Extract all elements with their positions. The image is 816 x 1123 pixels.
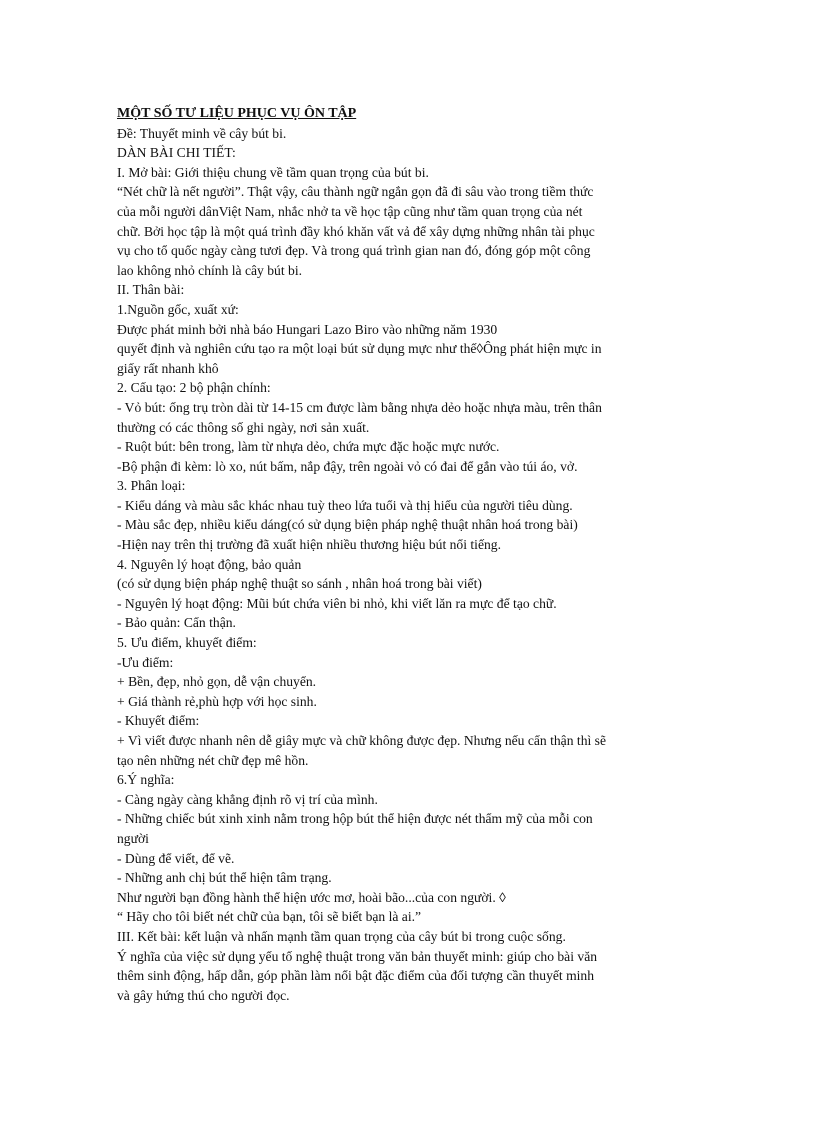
text-line: - Càng ngày càng khẳng định rõ vị trí của mình. [117, 791, 378, 807]
text-line: -Ưu điểm: [117, 654, 174, 670]
text-line: (có sử dụng biện pháp nghệ thuật so sánh , nhân hoá trong bài viết) [117, 576, 482, 592]
text-line: giấy rất nhanh khô [117, 360, 219, 376]
text-line: III. Kết bài: kết luận và nhấn mạnh tầm quan trọng của cây bút bi trong cuộc sống. [117, 928, 566, 944]
text-line: Được phát minh bởi nhà báo Hungari Lazo Biro vào những năm 1930 [117, 321, 498, 337]
text-line: II. Thân bài: [117, 282, 185, 298]
text-line: 5. Ưu điểm, khuyết điểm: [117, 635, 257, 651]
text-line: Như người bạn đồng hành thể hiện ước mơ, hoài bão...của con người. ◊ [117, 889, 506, 905]
text-line: Đề: Thuyết minh về cây bút bi. [117, 125, 287, 141]
text-line: I. Mở bài: Giới thiệu chung về tầm quan trọng của bút bi. [117, 164, 429, 180]
text-line: - Những anh chị bút thể hiện tâm trạng. [117, 870, 332, 886]
text-line: 2. Cấu tạo: 2 bộ phận chính: [117, 380, 271, 396]
text-line: 4. Nguyên lý hoạt động, bảo quản [117, 556, 302, 572]
text-line: thêm sinh động, hấp dẫn, góp phần làm nổi bật đặc điểm của đối tượng cần thuyết minh [117, 968, 595, 984]
text-line: -Hiện nay trên thị trường đã xuất hiện nhiều thương hiệu bút nổi tiếng. [117, 537, 501, 553]
text-line: - Vỏ bút: ống trụ tròn dài từ 14-15 cm được làm bằng nhựa dẻo hoặc nhựa màu, trên thân [117, 399, 602, 415]
text-line: tạo nên những nét chữ đẹp mê hồn. [117, 752, 309, 768]
text-line: 3. Phân loại: [117, 478, 186, 494]
document-body [117, 124, 707, 1006]
text-line: Ý nghĩa của việc sử dụng yếu tố nghệ thuật trong văn bản thuyết minh: giúp cho bài văn [117, 948, 598, 964]
text-line: quyết định và nghiên cứu tạo ra một loại bút sử dụng mực như thế◊Ông phát hiện mực in [117, 341, 602, 357]
text-line: lao không nhỏ chính là cây bút bi. [117, 262, 302, 278]
text-line: -Bộ phận đi kèm: lò xo, nút bấm, nắp đậy, trên ngoài vỏ có đai để gắn vào túi áo, vở. [117, 458, 578, 474]
text-line: và gây hứng thú cho người đọc. [117, 987, 290, 1003]
text-line: - Những chiếc bút xinh xinh nằm trong hộp bút thể hiện được nét thẩm mỹ của mỗi con [117, 811, 593, 827]
text-line: - Ruột bút: bên trong, làm từ nhựa dẻo, chứa mực đặc hoặc mực nước. [117, 439, 500, 455]
document-page [117, 104, 707, 1005]
text-line: - Khuyết điểm: [117, 713, 200, 729]
text-line: + Bền, đẹp, nhỏ gọn, dễ vận chuyển. [117, 674, 317, 690]
text-line: thường có các thông số ghi ngày, nơi sản xuất. [117, 419, 370, 435]
text-line: 1.Nguồn gốc, xuất xứ: [117, 301, 239, 317]
text-line: của mỗi người dânViệt Nam, nhắc nhở ta về học tập cũng như tầm quan trọng của nét [117, 203, 583, 219]
text-line: 6.Ý nghĩa: [117, 772, 175, 788]
text-line: chữ. Bởi học tập là một quá trình đầy khó khăn vất vả để xây dựng những nhân tài phục [117, 223, 595, 239]
text-line: DÀN BÀI CHI TIẾT: [117, 145, 236, 161]
text-line: + Giá thành rẻ,phù hợp với học sinh. [117, 693, 317, 709]
text-line: - Màu sắc đẹp, nhiều kiểu dáng(có sử dụng biện pháp nghệ thuật nhân hoá trong bài) [117, 517, 578, 533]
document-title: MỘT SỐ TƯ LIỆU PHỤC VỤ ÔN TẬP [117, 106, 357, 121]
text-line: - Dùng để viết, để vẽ. [117, 850, 235, 866]
text-line: vụ cho tổ quốc ngày càng tươi đẹp. Và trong quá trình gian nan đó, đóng góp một công [117, 243, 591, 259]
text-line: người [117, 830, 149, 846]
text-line: + Vì viết được nhanh nên dễ giây mực và chữ không được đẹp. Nhưng nếu cẩn thận thì sẽ [117, 733, 606, 748]
text-line: “ Hãy cho tôi biết nét chữ của bạn, tôi sẽ biết bạn là ai.” [117, 909, 422, 925]
text-line: “Nét chữ là nết người”. Thật vậy, câu thành ngữ ngắn gọn đã đi sâu vào trong tiềm thức [117, 184, 594, 200]
text-line: - Kiểu dáng và màu sắc khác nhau tuỳ theo lứa tuổi và thị hiếu của người tiêu dùng. [117, 497, 573, 513]
text-line: - Nguyên lý hoạt động: Mũi bút chứa viên bi nhỏ, khi viết lăn ra mực để tạo chữ. [117, 595, 557, 611]
text-line: - Bảo quản: Cẩn thận. [117, 615, 236, 631]
